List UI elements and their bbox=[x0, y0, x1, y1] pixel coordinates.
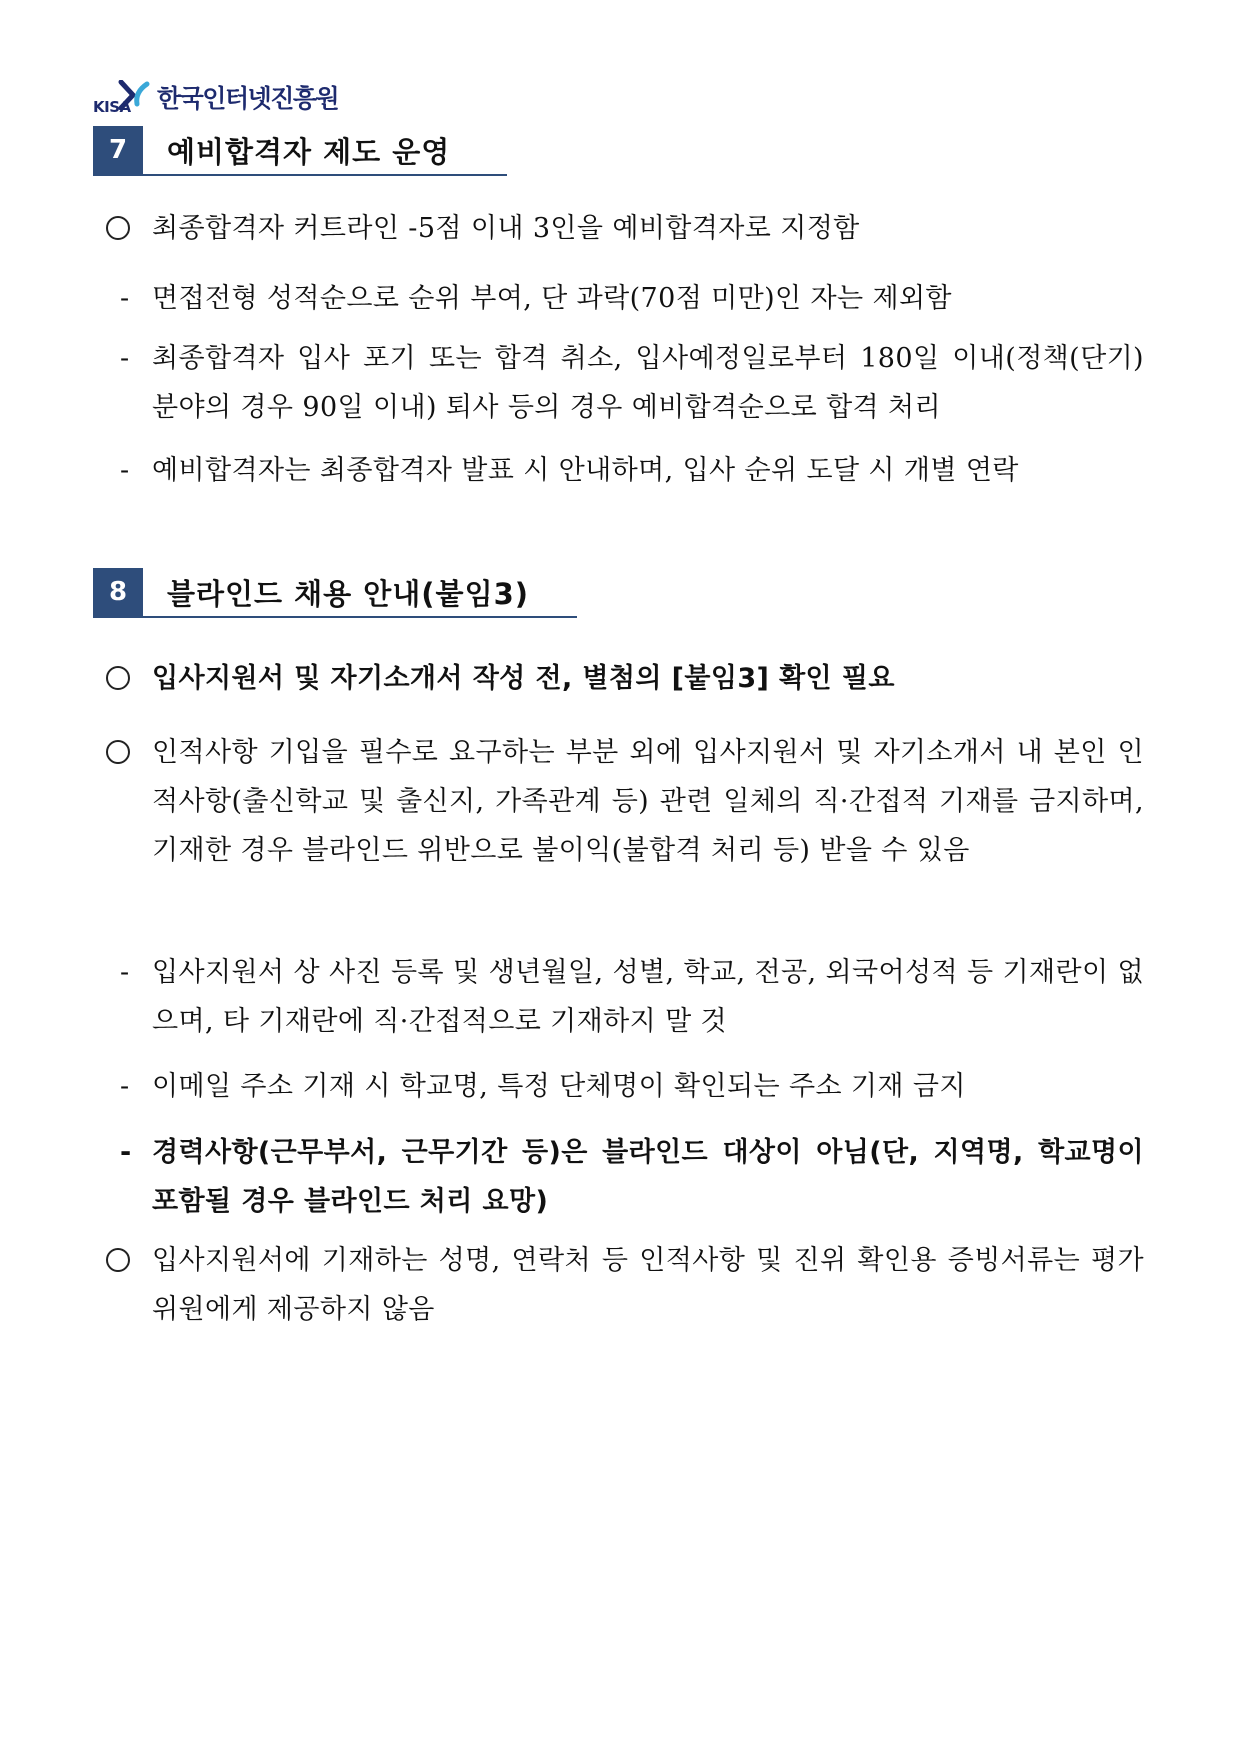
s8-item-4-text: 이메일 주소 기재 시 학교명, 특정 단체명이 확인되는 주소 기재 금지 bbox=[152, 1071, 966, 1102]
s7-item-4 bbox=[120, 446, 1144, 495]
circle-bullet-icon bbox=[106, 204, 130, 256]
dash-bullet: - bbox=[120, 455, 130, 486]
circle-bullet-icon bbox=[106, 1236, 130, 1288]
s8-item-5 bbox=[120, 1128, 1144, 1226]
circle-bullet-icon bbox=[106, 654, 130, 706]
section-7-title: 예비합격자 제도 운영 bbox=[167, 134, 451, 169]
s7-item-2 bbox=[120, 274, 1144, 323]
dash-bullet: - bbox=[120, 283, 130, 314]
org-name: 한국인터넷진흥원 bbox=[157, 84, 339, 113]
s8-item-3 bbox=[120, 948, 1144, 1046]
dash-bullet: - bbox=[120, 343, 130, 374]
circle-bullet-icon bbox=[106, 728, 130, 780]
s7-item-1 bbox=[106, 204, 1144, 253]
s8-item-6-text: 입사지원서에 기재하는 성명, 연락처 등 인적사항 및 진위 확인용 증빙서류는 평가위원에게 제공하지 않음 bbox=[152, 1245, 1144, 1325]
section-7-header bbox=[93, 126, 507, 176]
s8-item-4 bbox=[120, 1062, 1144, 1111]
s8-item-2 bbox=[106, 728, 1144, 875]
s8-item-6 bbox=[106, 1236, 1144, 1334]
s7-item-4-text: 예비합격자는 최종합격자 발표 시 안내하며, 입사 순위 도달 시 개별 연락 bbox=[152, 455, 1019, 486]
dash-bullet: - bbox=[120, 1137, 132, 1168]
s8-item-5-text: 경력사항(근무부서, 근무기간 등)은 블라인드 대상이 아님(단, 지역명, 학교명이 포함될 경우 블라인드 처리 요망) bbox=[152, 1137, 1144, 1217]
s8-item-1-text: 입사지원서 및 자기소개서 작성 전, 별첨의 [붙임3] 확인 필요 bbox=[152, 663, 895, 694]
s7-item-2-text: 면접전형 성적순으로 순위 부여, 단 과락(70점 미만)인 자는 제외함 bbox=[152, 283, 952, 314]
section-7-number: 7 bbox=[93, 126, 143, 174]
kisa-logo bbox=[93, 76, 338, 116]
s8-item-1 bbox=[106, 654, 1144, 703]
s7-item-3-text: 최종합격자 입사 포기 또는 합격 취소, 입사예정일로부터 180일 이내(정책(단기) 분야의 경우 90일 이내) 퇴사 등의 경우 예비합격순으로 합격 처리 bbox=[152, 343, 1144, 423]
s7-item-1-text: 최종합격자 커트라인 -5점 이내 3인을 예비합격자로 지정함 bbox=[152, 213, 860, 244]
s7-item-3 bbox=[120, 334, 1144, 432]
dash-bullet: - bbox=[120, 1071, 130, 1102]
section-8-header bbox=[93, 568, 577, 618]
dash-bullet: - bbox=[120, 957, 130, 988]
s8-item-3-text: 입사지원서 상 사진 등록 및 생년월일, 성별, 학교, 전공, 외국어성적 등 기재란이 없으며, 타 기재란에 직·간접적으로 기재하지 말 것 bbox=[152, 957, 1144, 1037]
s8-item-2-text: 인적사항 기입을 필수로 요구하는 부분 외에 입사지원서 및 자기소개서 내 본인 인적사항(출신학교 및 출신지, 가족관계 등) 관련 일체의 직·간접적 기재를 금지하며, 기재한 경우 블라인드 위반으로 불이익(불합격 처리 등) 받을 수 있음 bbox=[152, 737, 1144, 866]
section-8-title: 블라인드 채용 안내(붙임3) bbox=[167, 576, 530, 611]
kisa-mark-text: KISA bbox=[93, 98, 131, 116]
section-8-number: 8 bbox=[93, 568, 143, 616]
kisa-logo-mark bbox=[93, 80, 155, 116]
